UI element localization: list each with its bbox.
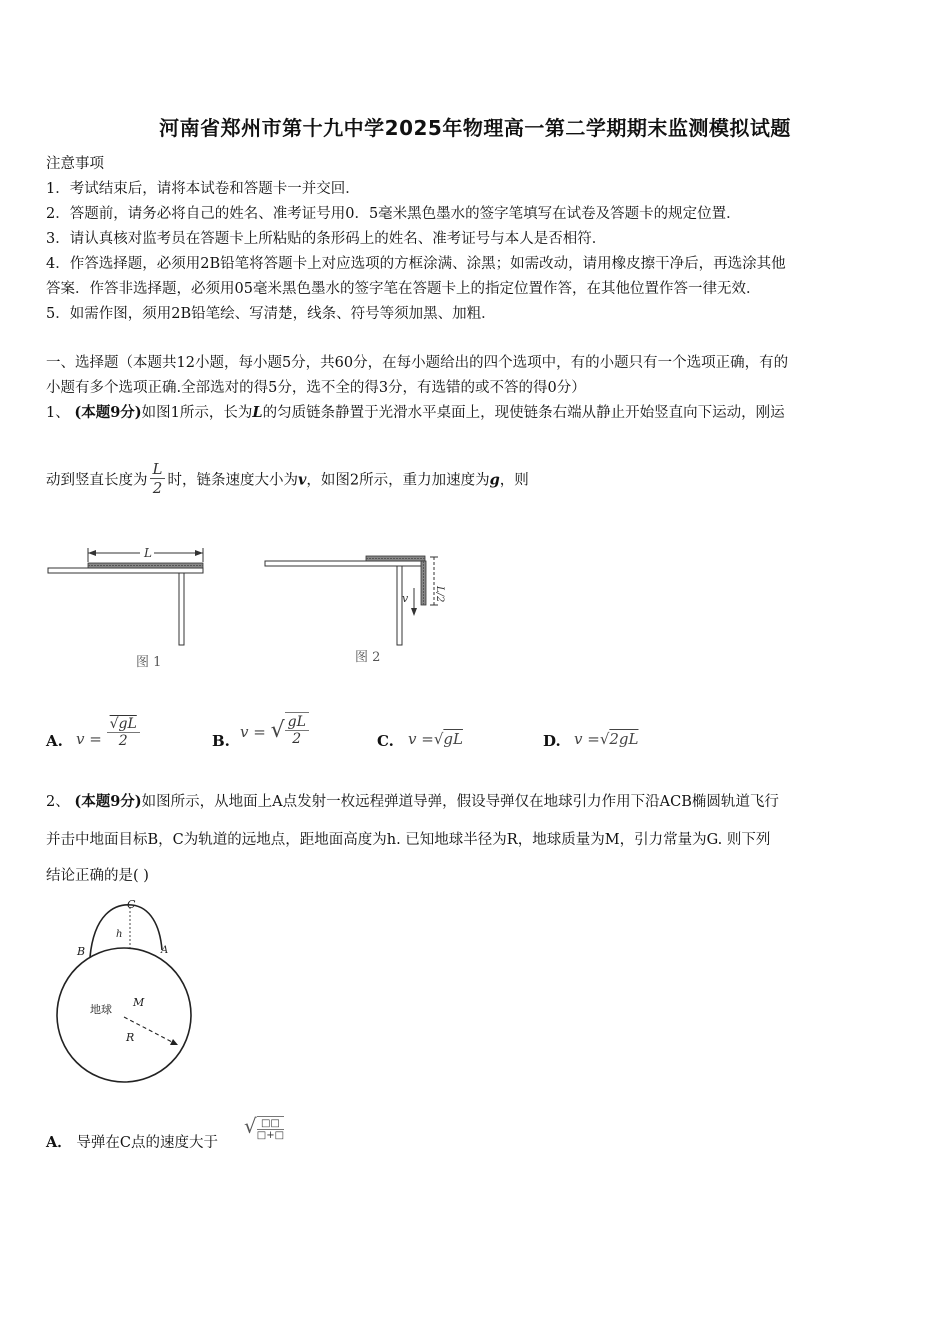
label-A: A (161, 945, 169, 956)
table-leg (179, 573, 184, 645)
label-L: L (144, 546, 152, 560)
table-leg (397, 566, 402, 645)
question-number: 1、 (46, 405, 70, 421)
earth-circle (57, 948, 191, 1082)
table-top (48, 568, 203, 573)
label-h: h (116, 929, 123, 940)
section-instructions: 小题有多个选项正确.全部选对的得5分，选不全的得3分，有选错的或不答的得0分） (46, 380, 586, 396)
option-label: D. (543, 732, 561, 750)
chain-horizontal (366, 556, 425, 561)
option-text: 导弹在C点的速度大于 (76, 1135, 218, 1151)
question-text: 如图1所示，长为 (141, 405, 253, 421)
notice-item: 3．请认真核对监考员在答题卡上所粘贴的条形码上的姓名、准考证号与本人是否相符． (46, 231, 607, 247)
question-2-option-a[interactable] (46, 1131, 218, 1152)
notice-item: 1．考试结束后，请将本试卷和答题卡一并交回． (46, 181, 360, 197)
page-title: 河南省郑州市第十九中学2025年物理高一第二学期期末监测模拟试题 (159, 116, 791, 140)
label-half-L: L/2 (434, 586, 445, 603)
notice-item: 答案．作答非选择题，必须用05毫米黑色墨水的签字笔在答题卡上的指定位置作答，在其他位置作答一律无效． (46, 281, 761, 297)
section-heading: 一、选择题（本题共12小题，每小题5分，共60分，在每小题给出的四个选项中，有的小题只有一个选项正确，有的 (46, 355, 789, 371)
figure-1 (48, 545, 203, 670)
variable-v: v (297, 471, 307, 489)
question-text: 时，链条速度大小为 (167, 472, 298, 489)
option-label: C. (377, 732, 394, 750)
question-2-stem-line1 (46, 790, 779, 811)
option-a-formula: √ $\frac{□□}{□+□}$ (244, 1114, 285, 1141)
fraction-L-over-2: $\frac{L}{2}$ (150, 460, 166, 497)
question-score: (本题9分) (74, 793, 142, 810)
question-text: 动到竖直长度为 (46, 472, 148, 489)
question-text: ，如图2所示，重力加速度为 (306, 472, 490, 489)
option-b-formula: v = √ $\frac{gL}{2}$ (240, 712, 360, 747)
option-label: A． (46, 1134, 72, 1151)
label-B: B (77, 945, 86, 958)
question-2-stem-line3: 结论正确的是( ) (46, 868, 149, 884)
question-text: ，则 (499, 472, 529, 489)
notice-heading: 注意事项 (46, 156, 104, 172)
question-text: 的匀质链条静置于光滑水平桌面上，现使链条右端从静止开始竖直向下运动，刚运 (262, 405, 785, 421)
chain-figures (40, 540, 460, 675)
table-top (265, 561, 425, 566)
question-score: (本题9分) (74, 404, 142, 421)
figure-2-caption: 图 2 (355, 650, 381, 665)
label-v: v (402, 592, 409, 605)
variable-L: L (252, 404, 263, 421)
variable-g: g (489, 471, 500, 489)
question-1-stem-line1 (46, 401, 785, 422)
notice-item: 2．答题前，请务必将自己的姓名、准考证号用0．5毫米黑色墨水的签字笔填写在试卷及答题卡的规定位置． (46, 206, 741, 222)
notice-item: 5．如需作图，须用2B铅笔绘、写清楚，线条、符号等须加黑、加粗． (46, 306, 496, 322)
option-c-formula: v =√gL (408, 730, 463, 748)
option-d-formula: v =√2gL (574, 730, 639, 748)
question-2-stem-line2: 并击中地面目标B，C为轨道的远地点，距地面高度为h. 已知地球半径为R，地球质量为M，引力常量为G. 则下列 (46, 832, 771, 848)
option-a-formula: v = $\frac{√gL}{2}$ (76, 716, 206, 749)
label-R: R (126, 1031, 135, 1044)
orbit-arc (90, 905, 162, 957)
label-earth: 地球 (90, 1003, 112, 1016)
label-C: C (127, 898, 136, 911)
option-label: B. (212, 732, 230, 750)
question-text: 如图所示，从地面上A点发射一枚远程弹道导弹，假设导弹仅在地球引力作用下沿ACB椭圆轨道飞行 (141, 794, 779, 810)
label-M: M (133, 996, 145, 1009)
notice-item: 4．作答选择题，必须用2B铅笔将答题卡上对应选项的方框涂满、涂黑；如需改动，请用橡皮擦干净后，再选涂其他 (46, 256, 786, 272)
figure-1-caption: 图 1 (136, 655, 162, 670)
option-label: A. (46, 732, 63, 750)
question-1-stem-line2 (46, 462, 529, 499)
question-number: 2、 (46, 794, 70, 810)
missile-orbit-figure (44, 895, 204, 1085)
figure-2 (265, 556, 445, 665)
